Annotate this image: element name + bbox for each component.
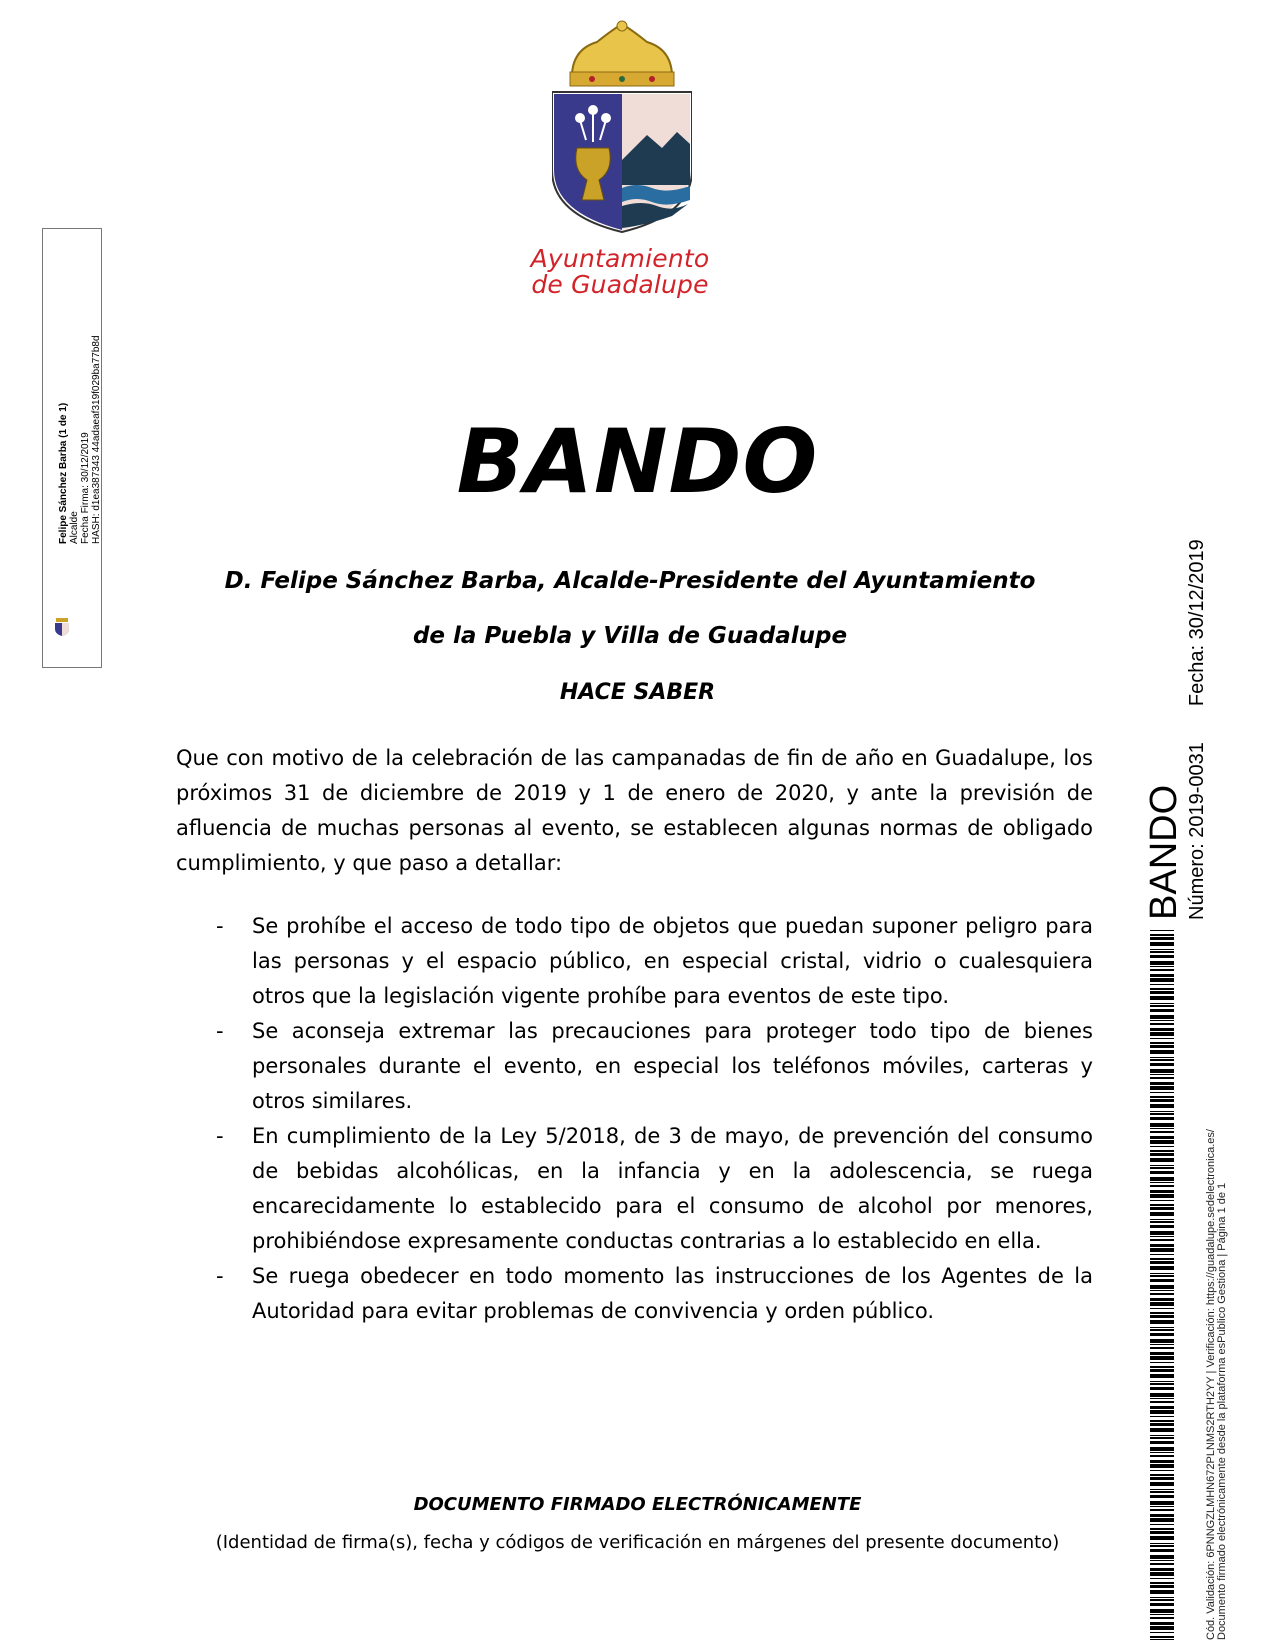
margin-date: Fecha: 30/12/2019	[1186, 539, 1208, 707]
rule-text: Se prohíbe el acceso de todo tipo de objetos que puedan suponer peligro para las personas y el espacio público, en especial cristal, vidrio o cualesquiera otros que la legislación vigente prohíbe para eventos de este tipo.	[252, 914, 1093, 1008]
list-item	[176, 1014, 1093, 1119]
signer-role: Alcalde	[69, 511, 80, 544]
rule-text: Se aconseja extremar las precauciones para proteger todo tipo de bienes personales durante el evento, en especial los teléfonos móviles, carteras y otros similares.	[252, 1019, 1093, 1113]
signature-hash: HASH: d1ea387343 44adaeaf319f029ba77b8d	[91, 335, 102, 544]
barcode	[1150, 930, 1174, 1640]
list-bullet: -	[216, 914, 224, 938]
signer-name: Felipe Sánchez Barba (1 de 1)	[58, 402, 69, 544]
list-bullet: -	[216, 1124, 224, 1148]
list-item	[176, 1259, 1093, 1329]
margin-number-date	[1186, 539, 1208, 920]
signed-notice: DOCUMENTO FIRMADO ELECTRÓNICAMENTE	[413, 1494, 862, 1515]
list-item	[176, 909, 1093, 1014]
verification-text	[1206, 1129, 1228, 1640]
organization-name	[500, 246, 740, 298]
document-title: BANDO	[456, 410, 819, 513]
list-bullet: -	[216, 1019, 224, 1043]
rule-text: En cumplimiento de la Ley 5/2018, de 3 de mayo, de prevención del consumo de bebidas alcohólicas, en la infancia y en la adolescencia, se ruega encarecidamente lo establecido para el consumo de alcohol por menores, prohibiéndose expresamente conductas contrarias a lo establecido en ella.	[252, 1124, 1093, 1253]
rule-text: Se ruega obedecer en todo momento las instrucciones de los Agentes de la Autoridad para evitar problemas de convivencia y orden público.	[252, 1264, 1093, 1323]
small-crest-icon	[52, 618, 72, 636]
list-item	[176, 1119, 1093, 1259]
intro-paragraph: Que con motivo de la celebración de las campanadas de fin de año en Guadalupe, los próximos 31 de diciembre de 2019 y 1 de enero de 2020, y ante la previsión de afluencia de muchas personas al evento, se establecen algunas normas de obligado cumplimiento, y que paso a detallar:	[176, 746, 1093, 875]
subtitle-line2: de la Puebla y Villa de Guadalupe	[412, 623, 848, 649]
identity-notice: (Identidad de firma(s), fecha y códigos de verificación en márgenes del presente documento)	[215, 1532, 1060, 1553]
subtitle-line1: D. Felipe Sánchez Barba, Alcalde-Presidente del Ayuntamiento	[224, 568, 1036, 594]
verification-line2: Documento firmado electrónicamente desde la plataforma esPublico Gestiona | Página 1 de 1	[1216, 1182, 1228, 1640]
rules-list	[176, 909, 1093, 1329]
org-name-line2: de Guadalupe	[531, 270, 709, 299]
org-name-line1: Ayuntamiento	[530, 244, 710, 273]
margin-doc-type: BANDO	[1143, 784, 1185, 920]
coat-of-arms-logo	[552, 20, 692, 235]
signature-info	[58, 335, 102, 544]
document-subtitle	[180, 554, 1080, 664]
announcement-heading: HACE SABER	[559, 680, 716, 705]
list-bullet: -	[216, 1264, 224, 1288]
margin-number: Número: 2019-0031	[1186, 742, 1208, 920]
signature-date: Fecha Firma: 30/12/2019	[80, 432, 91, 544]
verification-line1: Cód. Validación: 6PNNGZLMHN672PLNMS2RTH2YY | Verificación: https://guadalupe.sedelectronica.es/	[1205, 1129, 1217, 1640]
